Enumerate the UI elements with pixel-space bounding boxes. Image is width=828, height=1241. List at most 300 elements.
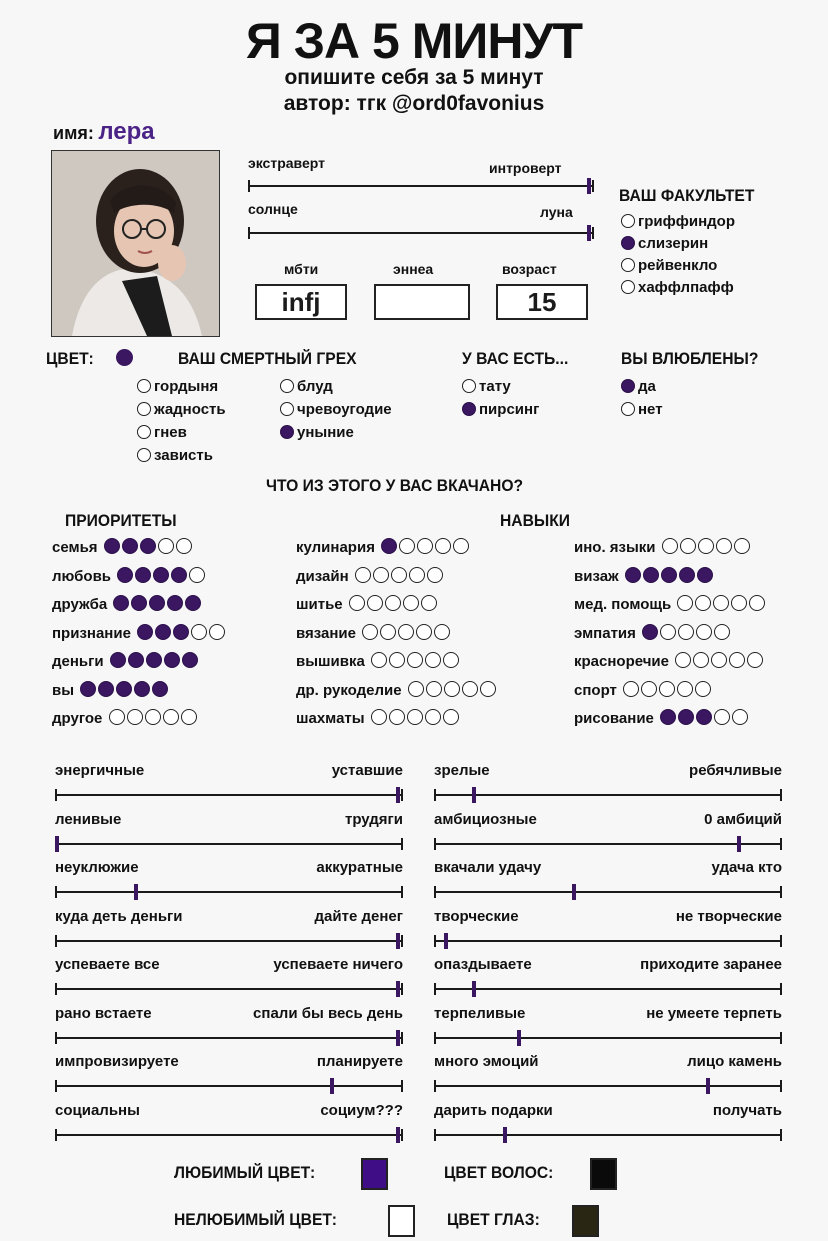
empty-circle-icon[interactable] [434,624,450,640]
slider-end [780,1080,782,1092]
skill-row [574,538,765,567]
filled-circle-icon[interactable] [152,681,168,697]
empty-circle-icon[interactable] [373,567,389,583]
slider-marker[interactable] [396,1030,400,1046]
skill-label: шахматы [296,710,365,727]
empty-circle-icon[interactable] [407,652,423,668]
radio-icon [621,214,635,228]
scale-slider[interactable] [434,787,782,803]
empty-circle-icon[interactable] [480,681,496,697]
slider-end [780,838,782,850]
skill-row [296,538,496,567]
empty-circle-icon[interactable] [713,595,729,611]
priority-label: другое [52,710,103,727]
scale-slider[interactable] [55,1030,403,1046]
rating-dots [353,567,443,587]
empty-circle-icon[interactable] [362,624,378,640]
faculty-option-ravenclaw[interactable] [621,257,717,274]
scale-slider[interactable] [434,981,782,997]
empty-circle-icon[interactable] [425,709,441,725]
rating-dots [673,652,763,672]
slider-track [248,185,594,187]
have-option-tattoo[interactable] [462,378,511,395]
empty-circle-icon[interactable] [425,652,441,668]
scale-right-label: уставшие [331,762,403,779]
filled-circle-icon[interactable] [122,538,138,554]
scale-slider[interactable] [434,1127,782,1143]
slider-end [434,983,436,995]
faculty-option-gryffindor[interactable] [621,213,735,230]
empty-circle-icon[interactable] [711,652,727,668]
empty-circle-icon[interactable] [403,595,419,611]
option-label: тату [479,378,511,395]
name-value: лера [98,118,155,145]
scale-slider[interactable] [434,836,782,852]
rating-dots [107,709,197,729]
skill-label: вышивка [296,653,365,670]
skill-row [296,567,496,596]
slider-marker[interactable] [472,787,476,803]
scale-left-label: творческие [434,907,519,925]
sin-option-sloth[interactable] [280,424,354,441]
empty-circle-icon[interactable] [163,709,179,725]
slider-marker[interactable] [134,884,138,900]
empty-circle-icon[interactable] [747,652,763,668]
priorities-title: ПРИОРИТЕТЫ [65,511,177,530]
slider-track [55,940,403,942]
empty-circle-icon[interactable] [189,567,205,583]
scale-slider[interactable] [55,933,403,949]
empty-circle-icon[interactable] [695,681,711,697]
empty-circle-icon[interactable] [409,567,425,583]
rating-dots [102,538,192,558]
filled-circle-icon[interactable] [696,709,712,725]
empty-circle-icon[interactable] [443,709,459,725]
option-label: пирсинг [479,401,540,418]
empty-circle-icon[interactable] [453,538,469,554]
scale-item [434,859,782,903]
skill-row [574,652,765,681]
option-label: слизерин [638,235,709,252]
filled-circle-icon[interactable] [661,567,677,583]
slider-end [780,1032,782,1044]
scale-left-label: неуклюжие [55,859,139,876]
slider-end [401,838,403,850]
empty-circle-icon[interactable] [127,709,143,725]
empty-circle-icon[interactable] [427,567,443,583]
empty-circle-icon[interactable] [731,595,747,611]
empty-circle-icon[interactable] [109,709,125,725]
empty-circle-icon[interactable] [680,538,696,554]
empty-circle-icon[interactable] [389,652,405,668]
slider-end [592,227,594,239]
empty-circle-icon[interactable] [408,681,424,697]
empty-circle-icon[interactable] [675,652,691,668]
empty-circle-icon[interactable] [181,709,197,725]
slider-end [55,935,57,947]
faculty-option-slytherin[interactable] [621,235,708,252]
filled-circle-icon[interactable] [110,652,126,668]
empty-circle-icon[interactable] [158,538,174,554]
slider-marker[interactable] [572,884,576,900]
empty-circle-icon[interactable] [349,595,365,611]
ennea-field[interactable] [374,284,470,320]
empty-circle-icon[interactable] [696,624,712,640]
empty-circle-icon[interactable] [734,538,750,554]
scale-left-label: рано встаете [55,1004,152,1022]
empty-circle-icon[interactable] [417,538,433,554]
scale-item [434,956,782,1000]
scale-item [434,1005,782,1049]
scale-right-label: ребячливые [689,762,782,779]
slider-track [434,1134,782,1136]
name-label: имя: [53,123,94,143]
scale-left-label: ленивые [55,810,122,828]
skill-label: визаж [574,567,619,585]
age-field[interactable]: 15 [496,284,588,320]
portrait-icon [52,151,219,336]
slider-end [434,935,436,947]
slider-track [55,843,403,845]
slider-2-left-label: солнце [248,201,298,217]
slider-marker[interactable] [737,836,741,852]
rating-dots [379,538,469,558]
slider-track [434,1085,782,1087]
empty-circle-icon[interactable] [435,538,451,554]
filled-circle-icon[interactable] [134,681,150,697]
empty-circle-icon[interactable] [677,595,693,611]
hair-color-swatch [590,1158,617,1190]
priority-row [52,652,225,681]
empty-circle-icon[interactable] [714,709,730,725]
portrait-photo [51,150,220,337]
filled-circle-icon[interactable] [173,624,189,640]
slider-marker[interactable] [396,933,400,949]
slider-end [780,983,782,995]
slider-end [55,886,57,898]
scale-item [434,811,782,855]
filled-circle-icon[interactable] [182,652,198,668]
filled-circle-icon[interactable] [131,595,147,611]
moon-slider[interactable] [248,225,594,241]
skills-list-b [574,538,765,738]
empty-circle-icon[interactable] [426,681,442,697]
option-label: гордыня [154,378,219,395]
radio-icon [137,402,151,416]
scale-left-label: дарить подарки [434,1101,553,1119]
radio-icon [280,425,294,439]
color-label: ЦВЕТ: [46,349,94,368]
option-label: блуд [297,378,333,395]
empty-circle-icon[interactable] [659,681,675,697]
slider-end [401,1080,403,1092]
empty-circle-icon[interactable] [391,567,407,583]
ennea-label: эннеа [393,261,434,277]
fav-color-label: ЛЮБИМЫЙ ЦВЕТ: [174,1163,316,1182]
empty-circle-icon[interactable] [698,538,714,554]
scale-left-label: амбициозные [434,810,537,828]
sin-option-wrath[interactable] [137,424,187,441]
skill-row [574,681,765,710]
scale-right-label: успеваете ничего [273,956,403,973]
filled-circle-icon[interactable] [140,538,156,554]
slider-marker[interactable] [472,981,476,997]
sin-option-gluttony[interactable] [280,401,392,418]
scale-right-label: получать [712,1101,782,1119]
slider-marker[interactable] [444,933,448,949]
scale-slider[interactable] [55,981,403,997]
priority-label: дружба [52,596,108,613]
option-label: зависть [154,447,213,464]
faculty-option-hufflepuff[interactable] [621,279,734,296]
filled-circle-icon[interactable] [167,595,183,611]
empty-circle-icon[interactable] [191,624,207,640]
empty-circle-icon[interactable] [677,681,693,697]
slider-end [248,227,250,239]
empty-circle-icon[interactable] [421,595,437,611]
slider-marker[interactable] [503,1127,507,1143]
radio-icon [280,402,294,416]
slider-marker[interactable] [587,178,591,194]
empty-circle-icon[interactable] [371,652,387,668]
empty-circle-icon[interactable] [641,681,657,697]
priority-label: вы [52,681,75,699]
slider-marker[interactable] [396,1127,400,1143]
slider-end [434,1032,436,1044]
skill-row [574,595,765,624]
mbti-field[interactable]: infj [255,284,347,320]
name-field[interactable] [53,118,155,146]
scale-right-label: спали бы весь день [253,1004,403,1022]
slider-marker[interactable] [55,836,59,852]
scale-slider[interactable] [55,1127,403,1143]
filled-circle-icon[interactable] [679,567,695,583]
slider-marker[interactable] [396,981,400,997]
slider-track [55,1037,403,1039]
empty-circle-icon[interactable] [732,709,748,725]
sin-option-pride[interactable] [137,378,218,395]
introvert-slider[interactable] [248,178,594,194]
sin-option-envy[interactable] [137,447,213,464]
slider-track [434,1037,782,1039]
empty-circle-icon[interactable] [380,624,396,640]
scale-right-label: удача кто [711,859,782,876]
scale-item [55,908,403,952]
skill-label: шитье [296,596,343,613]
scale-left-label: зрелые [434,762,490,779]
sin-option-lust[interactable] [280,378,333,395]
filled-circle-icon[interactable] [660,709,676,725]
empty-circle-icon[interactable] [693,652,709,668]
scale-item [55,762,403,806]
rating-dots [360,624,450,644]
empty-circle-icon[interactable] [714,624,730,640]
empty-circle-icon[interactable] [367,595,383,611]
rating-dots [675,595,765,615]
filled-circle-icon[interactable] [146,652,162,668]
scale-right-label: лицо камень [687,1053,782,1070]
rating-dots [621,681,711,701]
empty-circle-icon[interactable] [399,538,415,554]
empty-circle-icon[interactable] [443,652,459,668]
slider-end [592,180,594,192]
empty-circle-icon[interactable] [389,709,405,725]
empty-circle-icon[interactable] [695,595,711,611]
empty-circle-icon[interactable] [716,538,732,554]
filled-circle-icon[interactable] [117,567,133,583]
scale-slider[interactable] [434,1078,782,1094]
empty-circle-icon[interactable] [385,595,401,611]
empty-circle-icon[interactable] [145,709,161,725]
filled-circle-icon[interactable] [678,709,694,725]
option-label: жадность [154,401,226,418]
love-title: ВЫ ВЛЮБЛЕНЫ? [621,349,759,368]
radio-icon [137,379,151,393]
option-label: гнев [154,424,187,441]
filled-circle-icon[interactable] [128,652,144,668]
slider-marker[interactable] [587,225,591,241]
filled-circle-icon[interactable] [643,567,659,583]
rating-dots [369,652,459,672]
slider-marker[interactable] [517,1030,521,1046]
skill-label: красноречие [574,653,669,670]
option-label: уныние [297,424,354,441]
slider-end [401,886,403,898]
eye-color-swatch [572,1205,599,1237]
empty-circle-icon[interactable] [444,681,460,697]
filled-circle-icon[interactable] [625,567,641,583]
scale-left-label: терпеливые [434,1004,526,1022]
slider-marker[interactable] [706,1078,710,1094]
option-label: да [638,378,656,395]
filled-circle-icon[interactable] [80,681,96,697]
scale-left-label: вкачали удачу [434,859,542,876]
slider-marker[interactable] [330,1078,334,1094]
age-label: возраст [502,261,557,277]
scale-item [434,762,782,806]
empty-circle-icon[interactable] [749,595,765,611]
radio-icon [621,402,635,416]
scale-slider[interactable] [55,787,403,803]
scale-right-label: приходите заранее [640,956,782,973]
priority-row [52,538,225,567]
empty-circle-icon[interactable] [660,624,676,640]
empty-circle-icon[interactable] [371,709,387,725]
scale-item [434,908,782,952]
filled-circle-icon[interactable] [104,538,120,554]
slider-marker[interactable] [396,787,400,803]
color-dot [116,349,133,366]
sin-option-greed[interactable] [137,401,226,418]
radio-icon [137,448,151,462]
option-label: гриффиндор [638,213,736,230]
skill-label: эмпатия [574,624,636,642]
slider-end [55,1032,57,1044]
empty-circle-icon[interactable] [729,652,745,668]
radio-icon [137,425,151,439]
slider-end [434,1129,436,1141]
scale-right-label: аккуратные [316,859,403,876]
slider-end [401,1032,403,1044]
empty-circle-icon[interactable] [209,624,225,640]
filled-circle-icon[interactable] [171,567,187,583]
love-option-no[interactable] [621,401,663,418]
love-option-yes[interactable] [621,378,656,395]
scale-item [55,1053,403,1097]
option-label: чревоугодие [297,401,392,418]
empty-circle-icon[interactable] [398,624,414,640]
skill-row [574,624,765,653]
skill-label: мед. помощь [574,596,672,613]
filled-circle-icon[interactable] [149,595,165,611]
filled-circle-icon[interactable] [113,595,129,611]
slider-end [401,1129,403,1141]
skill-row [296,681,496,710]
unfav-color-label: НЕЛЮБИМЫЙ ЦВЕТ: [174,1210,337,1229]
filled-circle-icon[interactable] [185,595,201,611]
scale-item [55,811,403,855]
filled-circle-icon[interactable] [697,567,713,583]
scale-right-label: 0 амбиций [704,810,782,828]
empty-circle-icon[interactable] [355,567,371,583]
scale-slider[interactable] [434,884,782,900]
slider-track [434,988,782,990]
empty-circle-icon[interactable] [416,624,432,640]
filled-circle-icon[interactable] [164,652,180,668]
scale-right-label: трудяги [344,810,403,828]
scale-slider[interactable] [434,1030,782,1046]
rating-dots [347,595,437,615]
empty-circle-icon[interactable] [462,681,478,697]
radio-icon [621,280,635,294]
scale-slider[interactable] [55,836,403,852]
empty-circle-icon[interactable] [623,681,639,697]
filled-circle-icon[interactable] [153,567,169,583]
skill-label: ино. языки [574,539,656,556]
radio-icon [621,236,635,250]
scale-slider[interactable] [434,933,782,949]
radio-icon [462,379,476,393]
slider-end [434,838,436,850]
empty-circle-icon[interactable] [407,709,423,725]
filled-circle-icon[interactable] [642,624,658,640]
empty-circle-icon[interactable] [678,624,694,640]
radio-icon [280,379,294,393]
slider-end [780,789,782,801]
empty-circle-icon[interactable] [662,538,678,554]
sin-title: ВАШ СМЕРТНЫЙ ГРЕХ [178,349,357,368]
faculty-title: ВАШ ФАКУЛЬТЕТ [619,186,755,205]
filled-circle-icon[interactable] [98,681,114,697]
scale-slider[interactable] [55,1078,403,1094]
priority-label: признание [52,624,131,642]
filled-circle-icon[interactable] [135,567,151,583]
scale-item [434,1102,782,1146]
filled-circle-icon[interactable] [155,624,171,640]
rating-dots [658,709,748,729]
skill-row [296,624,496,653]
rating-dots [369,709,459,729]
radio-icon [621,379,635,393]
filled-circle-icon[interactable] [116,681,132,697]
slider-end [401,935,403,947]
filled-circle-icon[interactable] [137,624,153,640]
slider-1-right-label: интроверт [489,160,562,176]
have-option-piercing[interactable] [462,401,539,418]
filled-circle-icon[interactable] [381,538,397,554]
empty-circle-icon[interactable] [176,538,192,554]
scale-slider[interactable] [55,884,403,900]
